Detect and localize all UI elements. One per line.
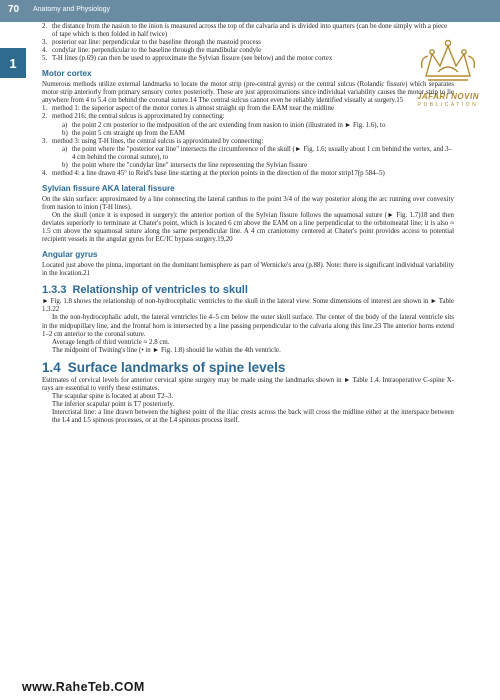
- list-item: 2. the distance from the nasion to the inion is measured across the top of the calvaria and is divided into quarters (can be done simply with a piece of tape which is then folded in half twice): [42, 23, 448, 39]
- angular-gyrus-paragraph: Located just above the pinna, important on the dominant hemisphere as part of Wernicke's area (p.88). Note: there is significant individual variability in the location.21: [42, 262, 454, 278]
- spine-levels-paragraph: Estimates of cervical levels for anterior cervical spine surgery may be made using the landmarks shown in ► Table 1.4. Intraoperative C-spine X-rays are essential to verify these estimates.: [42, 376, 454, 392]
- sub-list: [52, 122, 454, 138]
- inferior-scapular-note: The inferior scapular point is T7 posteriorly.: [52, 400, 175, 408]
- sylvian-fissure-heading: Sylvian fissure AKA lateral fissure: [42, 183, 175, 193]
- sub-list-item: b) the point where the "condylar line" intersects the line representing the Sylvian fissure: [62, 161, 308, 169]
- list-item: 4. method 4: a line drawn 45° to Reid's base line starting at the pterion points in the direction of the motor strip17(p 584–5): [42, 169, 385, 177]
- footer-watermark: www.RaheTeb.COM: [22, 680, 145, 694]
- intercristal-line-note: Intercristal line: a line drawn between the highest point of the iliac crests across the back will cross the midline either at the interspace between the L4 and L5 spinous processes, or at the L4 spinous process itself.: [52, 408, 454, 424]
- motor-cortex-heading: Motor cortex: [42, 69, 92, 79]
- intro-list: [42, 23, 454, 63]
- section-number: 1.3.3: [42, 284, 67, 297]
- page-content: [42, 23, 454, 425]
- scapular-spine-note: The scapular spine is located at about T2–3.: [52, 392, 174, 400]
- ventricles-notes: [42, 339, 454, 355]
- list-item: 3. method 3: using T-H lines, the central sulcus is approximated by connecting: a) the point where the "posterior ear line" intersects the circumference of the skull (► Fig. 1.6; usually about 1 cm behind the vertex, and 3–4 cm behind the coronal suture), to b) the point where the "condylar line" intersects the line representing the Sylvian fissure: [42, 137, 453, 169]
- section-title: Surface landmarks of spine levels: [67, 359, 286, 375]
- twining-line-note: The midpoint of Twining's line (• in ► Fig. 1.8) should lie within the 4th ventricle.: [52, 346, 281, 354]
- third-ventricle-length: Average length of third ventricle ≈ 2.8 cm.: [52, 338, 170, 346]
- angular-gyrus-heading: Angular gyrus: [42, 250, 98, 260]
- section-title: Relationship of ventricles to skull: [72, 284, 248, 297]
- list-item: 2. method 216: the central sulcus is approximated by connecting: a) the point 2 cm posterior to the midposition of the arc extending from nasion to inion (illustrated in ► Fig. 1.6), to b) the point 5 cm straight up from the EAM: [42, 113, 454, 137]
- page-number: 70: [8, 4, 20, 15]
- watermark-name: JAFARI NOVIN: [416, 92, 479, 101]
- sub-list: [52, 146, 454, 170]
- chapter-tab: 1: [0, 48, 26, 78]
- ventricles-paragraph-2: In the non-hydrocephalic adult, the lateral ventricles lie 4–5 cm below the outer skull surface. The center of the body of the lateral ventricle sits in the midpupillary line, and the frontal horn is intersected by a line passing perpendicular to the calvaria along this line.23 The anterior horns extend 1–2 cm anterior to the coronal suture.: [42, 314, 454, 338]
- list-item: 3. posterior ear line: perpendicular to the baseline through the mastoid process: [42, 39, 261, 47]
- running-title: Anatomy and Physiology: [33, 6, 111, 13]
- spine-levels-notes: [42, 393, 454, 425]
- sylvian-paragraph-skull: On the skull (once it is exposed in surgery): the anterior portion of the Sylvian fissure follows the squamosal suture (► Fig. 1.7)18 and then deviates superiorly to terminate at Chater's point, which is located 6 cm above the EAM on a line perpendicular to the orbitomeatal line; it is also ≈ 1.5 cm above the squamosal suture along the same perpendicular line. A 4 cm craniotomy centered at Chater's point provides access to potential recipient vessels in the angular gyrus for EC/IC bypass surgery.19,20: [42, 211, 454, 244]
- list-item: 4. condylar line: perpendicular to the baseline through the mandibular condyle: [42, 47, 262, 55]
- page-header: [0, 0, 500, 22]
- sylvian-paragraph-skin: On the skin surface: approximated by a line connecting the lateral canthus to the point 3/4 of the way posterior along the arc running over convexity from nasion to inion (T-H lines).: [42, 195, 454, 211]
- sub-list-item: a) the point where the "posterior ear line" intersects the circumference of the skull (► Fig. 1.6; usually about 1 cm behind the vertex, and 3–4 cm behind the coronal suture), to: [62, 145, 453, 161]
- ventricles-paragraph-1: ► Fig. 1.8 shows the relationship of non-hydrocephalic ventricles to the skull in the lateral view. Some dimensions of interest are shown in ► Table 1.3.22: [42, 298, 454, 314]
- section-heading-1-3-3: [42, 284, 454, 297]
- section-number: 1.4: [42, 359, 61, 375]
- section-heading-1-4: [42, 359, 454, 375]
- list-item: 5. T-H lines (p.69) can then be used to approximate the Sylvian fissure (see below) and the motor cortex: [42, 55, 333, 63]
- watermark-subtitle: PUBLICATION: [417, 102, 479, 108]
- sub-list-item: a) the point 2 cm posterior to the midposition of the arc extending from nasion to inion (illustrated in ► Fig. 1.6), to: [62, 121, 386, 129]
- motor-cortex-methods: [42, 105, 454, 177]
- motor-cortex-paragraph: Numerous methods utilize external landmarks to locate the motor strip (pre-central gyrus) or the central sulcus (Rolandic fissure) which separates motor strip anteriorly from primary sensory cortex posteriorly. These are just approximations since individual variability causes the motor strip to lie anywhere from 4 to 5.4 cm behind the coronal suture.14 The central sulcus cannot even be reliably identified visually at surgery.15: [42, 81, 454, 105]
- list-item: 1. method 1: the superior aspect of the motor cortex is almost straight up from the EAM near the midline: [42, 105, 335, 113]
- sub-list-item: b) the point 5 cm straight up from the EAM: [62, 129, 185, 137]
